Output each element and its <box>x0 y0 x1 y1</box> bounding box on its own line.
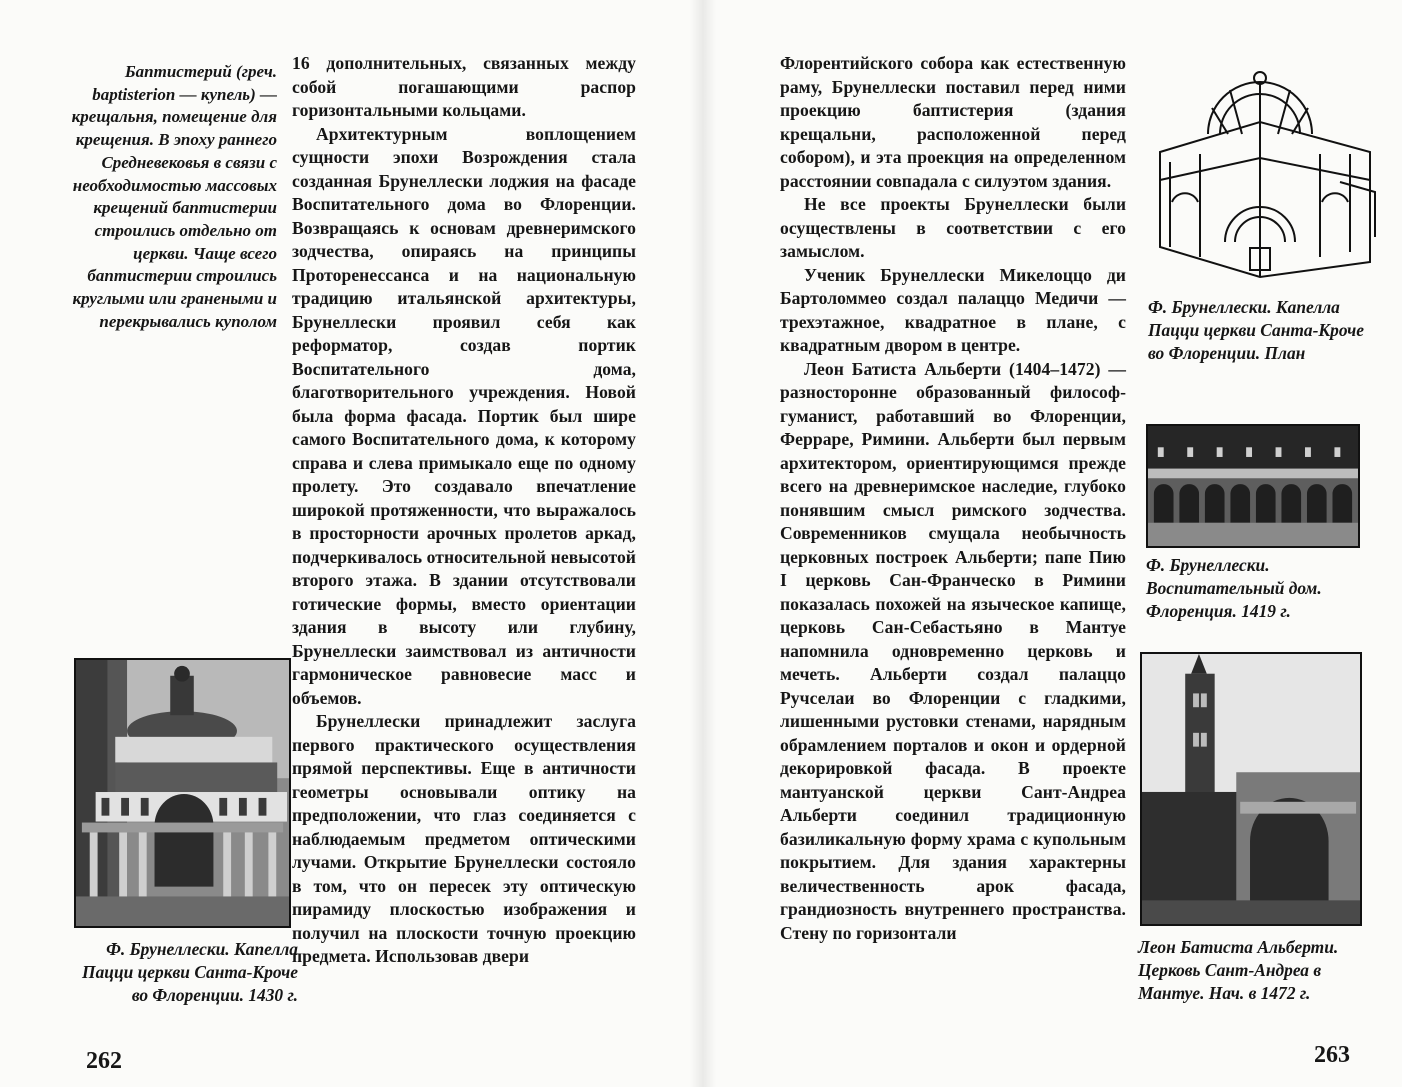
right-paragraph-4: Леон Батиста Альберти (1404–1472) — разносторонне образованный философ-гуманист, работавший во Флоренции, Ферраре, Римини. Альберти был первым архитектором, ориентирующимся прежде всего на древнеримское наследие, глубоко понявшим смысл римского зодчества. Современников смущала необычность церковных построек Альберти; папе Пию I церковь Сан-Франческо в Римини показалась похожей на языческое капище, церковь Сан-Себастьяно в Мантуе напомнила одновременно церковь и мечеть. Альберти создал палаццо Ручселаи во Флоренции с гладкими, лишенными рустовки стенами, нарядным обрамлением порталов и окон и ордерной декорировкой фасада. В проекте мантуанской церкви Сант-Андреа Альберти соединил традиционную базиликальную форму храма с купольным покрытием. Для здания характерны величественность арок фасада, грандиозность внутреннего пространства. Стену по горизонтали <box>780 358 1126 943</box>
pazzi-chapel-plan-drawing <box>1150 62 1380 282</box>
innocenti-photo <box>1146 424 1360 548</box>
page-number-left: 262 <box>86 1048 122 1074</box>
page-number-right: 263 <box>1314 1042 1350 1068</box>
caption-pazzi-chapel: Ф. Брунеллески. Капелла Пацци церкви Санта-Кроче во Флоренции. 1430 г. <box>82 939 298 1005</box>
pazzi-chapel-photo <box>74 658 291 928</box>
left-text-column <box>292 52 636 969</box>
margin-note-baptistery: Баптистерий (греч. baptisterion — купель) — крещальня, помещение для крещения. В эпоху раннего Средневековья в связи с необходимостью массовых крещений баптистерии строились отдельно от церкви. Чаще всего баптистерии строились круглыми или гранеными и перекрывались куполом <box>71 62 277 331</box>
right-paragraph-1: Флорентийского собора как естественную раму, Брунеллески поставил перед ними проекцию баптистерия (здания крещальни, расположенной перед собором), и эта проекция на определенном расстоянии совпадала с силуэтом здания. <box>780 53 1126 191</box>
caption-pazzi-plan: Ф. Брунеллески. Капелла Пацци церкви Санта-Кроче во Флоренции. План <box>1148 297 1364 363</box>
left-paragraph-3: Брунеллески принадлежит заслуга первого практического осуществления прямой перспективы. Еще в античности геометры основывали оптику на предположении, что глаз соединяется с наблюдаемым предметом оптическими лучами. Открытие Брунеллески состояло в том, что он пересек эту оптическую пирамиду плоскостью изображения и получил на плоскости точную проекцию предмета. Использовав двери <box>292 711 636 966</box>
right-paragraph-2: Не все проекты Брунеллески были осуществлены в соответствии с его замыслом. <box>780 194 1126 261</box>
right-text-column <box>780 52 1126 945</box>
right-page <box>700 0 1402 1087</box>
left-page <box>0 0 700 1087</box>
left-paragraph-1: 16 дополнительных, связанных между собой погашающими распор горизонтальными кольцами. <box>292 53 636 120</box>
left-paragraph-2: Архитектурным воплощением сущности эпохи Возрождения стала созданная Брунеллески лоджия на фасаде Воспитательного дома во Флоренции. Возвращаясь к основам древнеримского зодчества, опираясь на принципы Проторенессанса и на национальную традицию итальянской архитектуры, Брунеллески проявил себя как реформатор, создав портик Воспитательного дома, благотворительного учреждения. Новой была форма фасада. Портик был шире самого Воспитательного дома, к которому справа и слева примыкало еще по одному пролету. Это создавало впечатление широкой протяженности, что выражалось в просторности арочных пролетов аркад, подчеркивалось относительной невысотой второго этажа. В здании отсутствовали готические формы, вместо ориентации здания в высоту или глубину, Брунеллески заимствовал из античности гармоническое равновесие масс и объемов. <box>292 123 636 708</box>
caption-sant-andrea: Леон Батиста Альберти. Церковь Сант-Андреа в Мантуе. Нач. в 1472 г. <box>1138 937 1339 1003</box>
sant-andrea-photo <box>1140 652 1362 926</box>
caption-innocenti: Ф. Брунеллески. Воспитательный дом. Флоренция. 1419 г. <box>1146 555 1322 621</box>
right-paragraph-3: Ученик Брунеллески Микелоццо ди Бартоломмео создал палаццо Медичи — трехэтажное, квадратное в плане, с квадратным двором в центре. <box>780 264 1126 355</box>
